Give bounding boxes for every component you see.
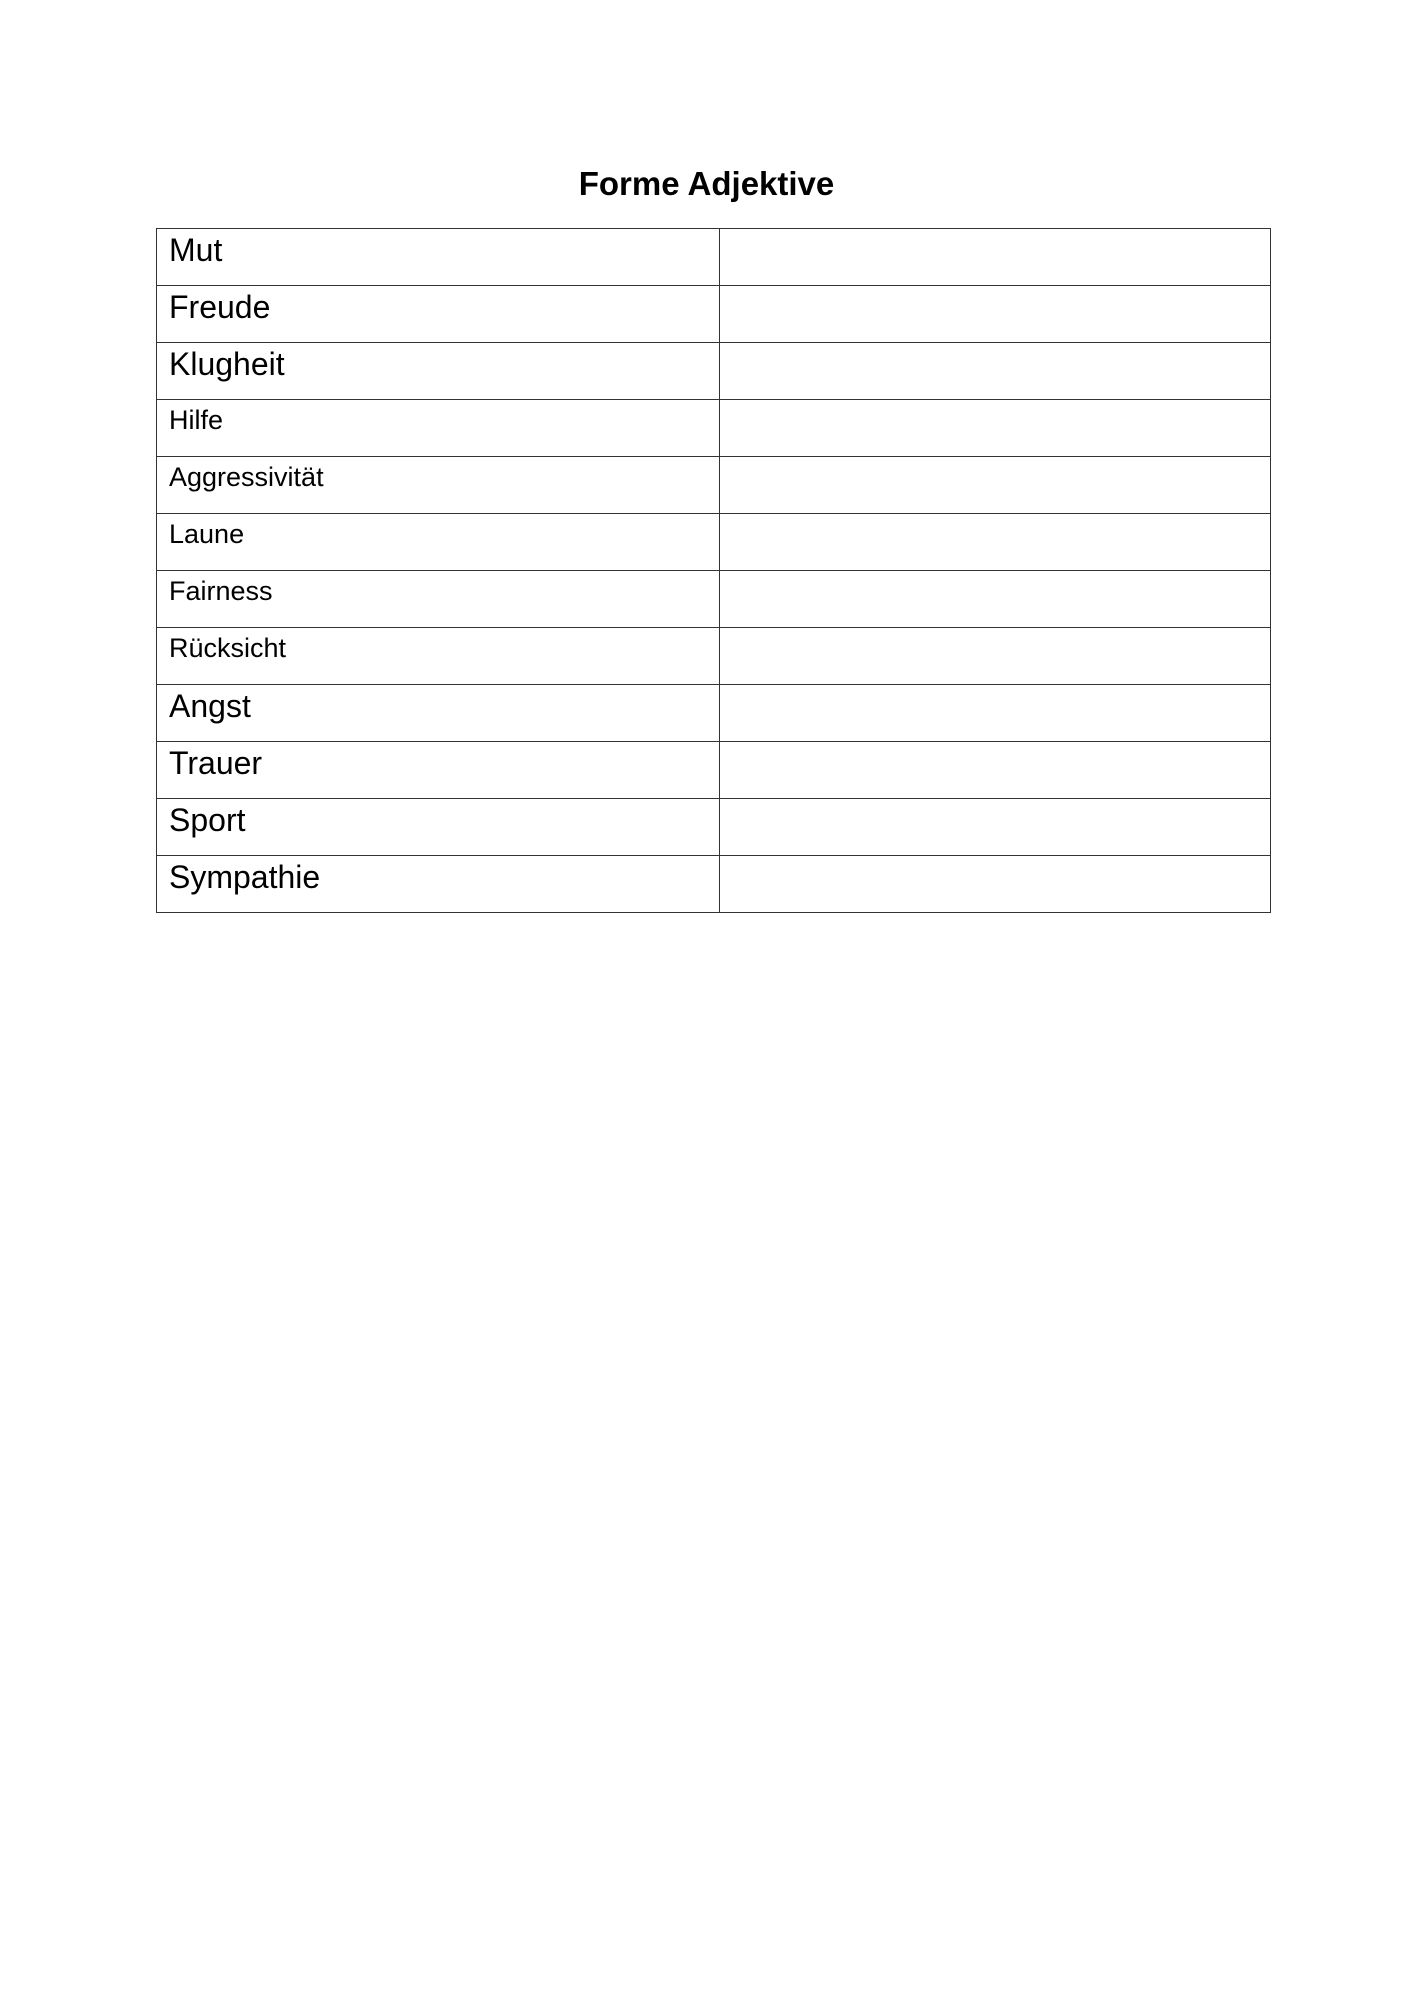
table-row [157, 571, 1271, 628]
table-row [157, 457, 1271, 514]
answer-cell[interactable] [720, 571, 1271, 628]
noun-word: Aggressivität [169, 462, 324, 492]
answer-cell[interactable] [720, 229, 1271, 286]
answer-cell[interactable] [720, 742, 1271, 799]
word-cell [157, 856, 720, 913]
noun-word: Klugheit [169, 346, 285, 382]
answer-cell[interactable] [720, 343, 1271, 400]
table-row [157, 742, 1271, 799]
noun-word: Hilfe [169, 405, 224, 435]
table-row [157, 799, 1271, 856]
word-cell [157, 571, 720, 628]
table-row [157, 400, 1271, 457]
noun-word: Fairness [169, 576, 273, 606]
noun-word: Freude [169, 289, 271, 325]
noun-word: Laune [169, 519, 245, 549]
word-cell [157, 742, 720, 799]
word-cell [157, 343, 720, 400]
table-row [157, 685, 1271, 742]
word-cell [157, 400, 720, 457]
answer-cell[interactable] [720, 400, 1271, 457]
noun-word: Sympathie [169, 859, 321, 895]
table-row [157, 343, 1271, 400]
word-cell [157, 628, 720, 685]
word-cell [157, 229, 720, 286]
noun-word: Rücksicht [169, 633, 287, 663]
table-row [157, 628, 1271, 685]
answer-cell[interactable] [720, 457, 1271, 514]
noun-word: Angst [169, 688, 251, 724]
table-row [157, 286, 1271, 343]
answer-cell[interactable] [720, 685, 1271, 742]
noun-word: Trauer [169, 745, 263, 781]
answer-cell[interactable] [720, 799, 1271, 856]
answer-cell[interactable] [720, 856, 1271, 913]
word-cell [157, 514, 720, 571]
answer-cell[interactable] [720, 628, 1271, 685]
word-cell [157, 286, 720, 343]
noun-word: Sport [169, 802, 246, 838]
noun-word: Mut [169, 232, 223, 268]
table-row [157, 229, 1271, 286]
word-cell [157, 685, 720, 742]
table-row [157, 856, 1271, 913]
word-table [156, 228, 1271, 913]
answer-cell[interactable] [720, 514, 1271, 571]
table-row [157, 514, 1271, 571]
answer-cell[interactable] [720, 286, 1271, 343]
word-cell [157, 457, 720, 514]
word-cell [157, 799, 720, 856]
page-title: Forme Adjektive [578, 165, 835, 202]
